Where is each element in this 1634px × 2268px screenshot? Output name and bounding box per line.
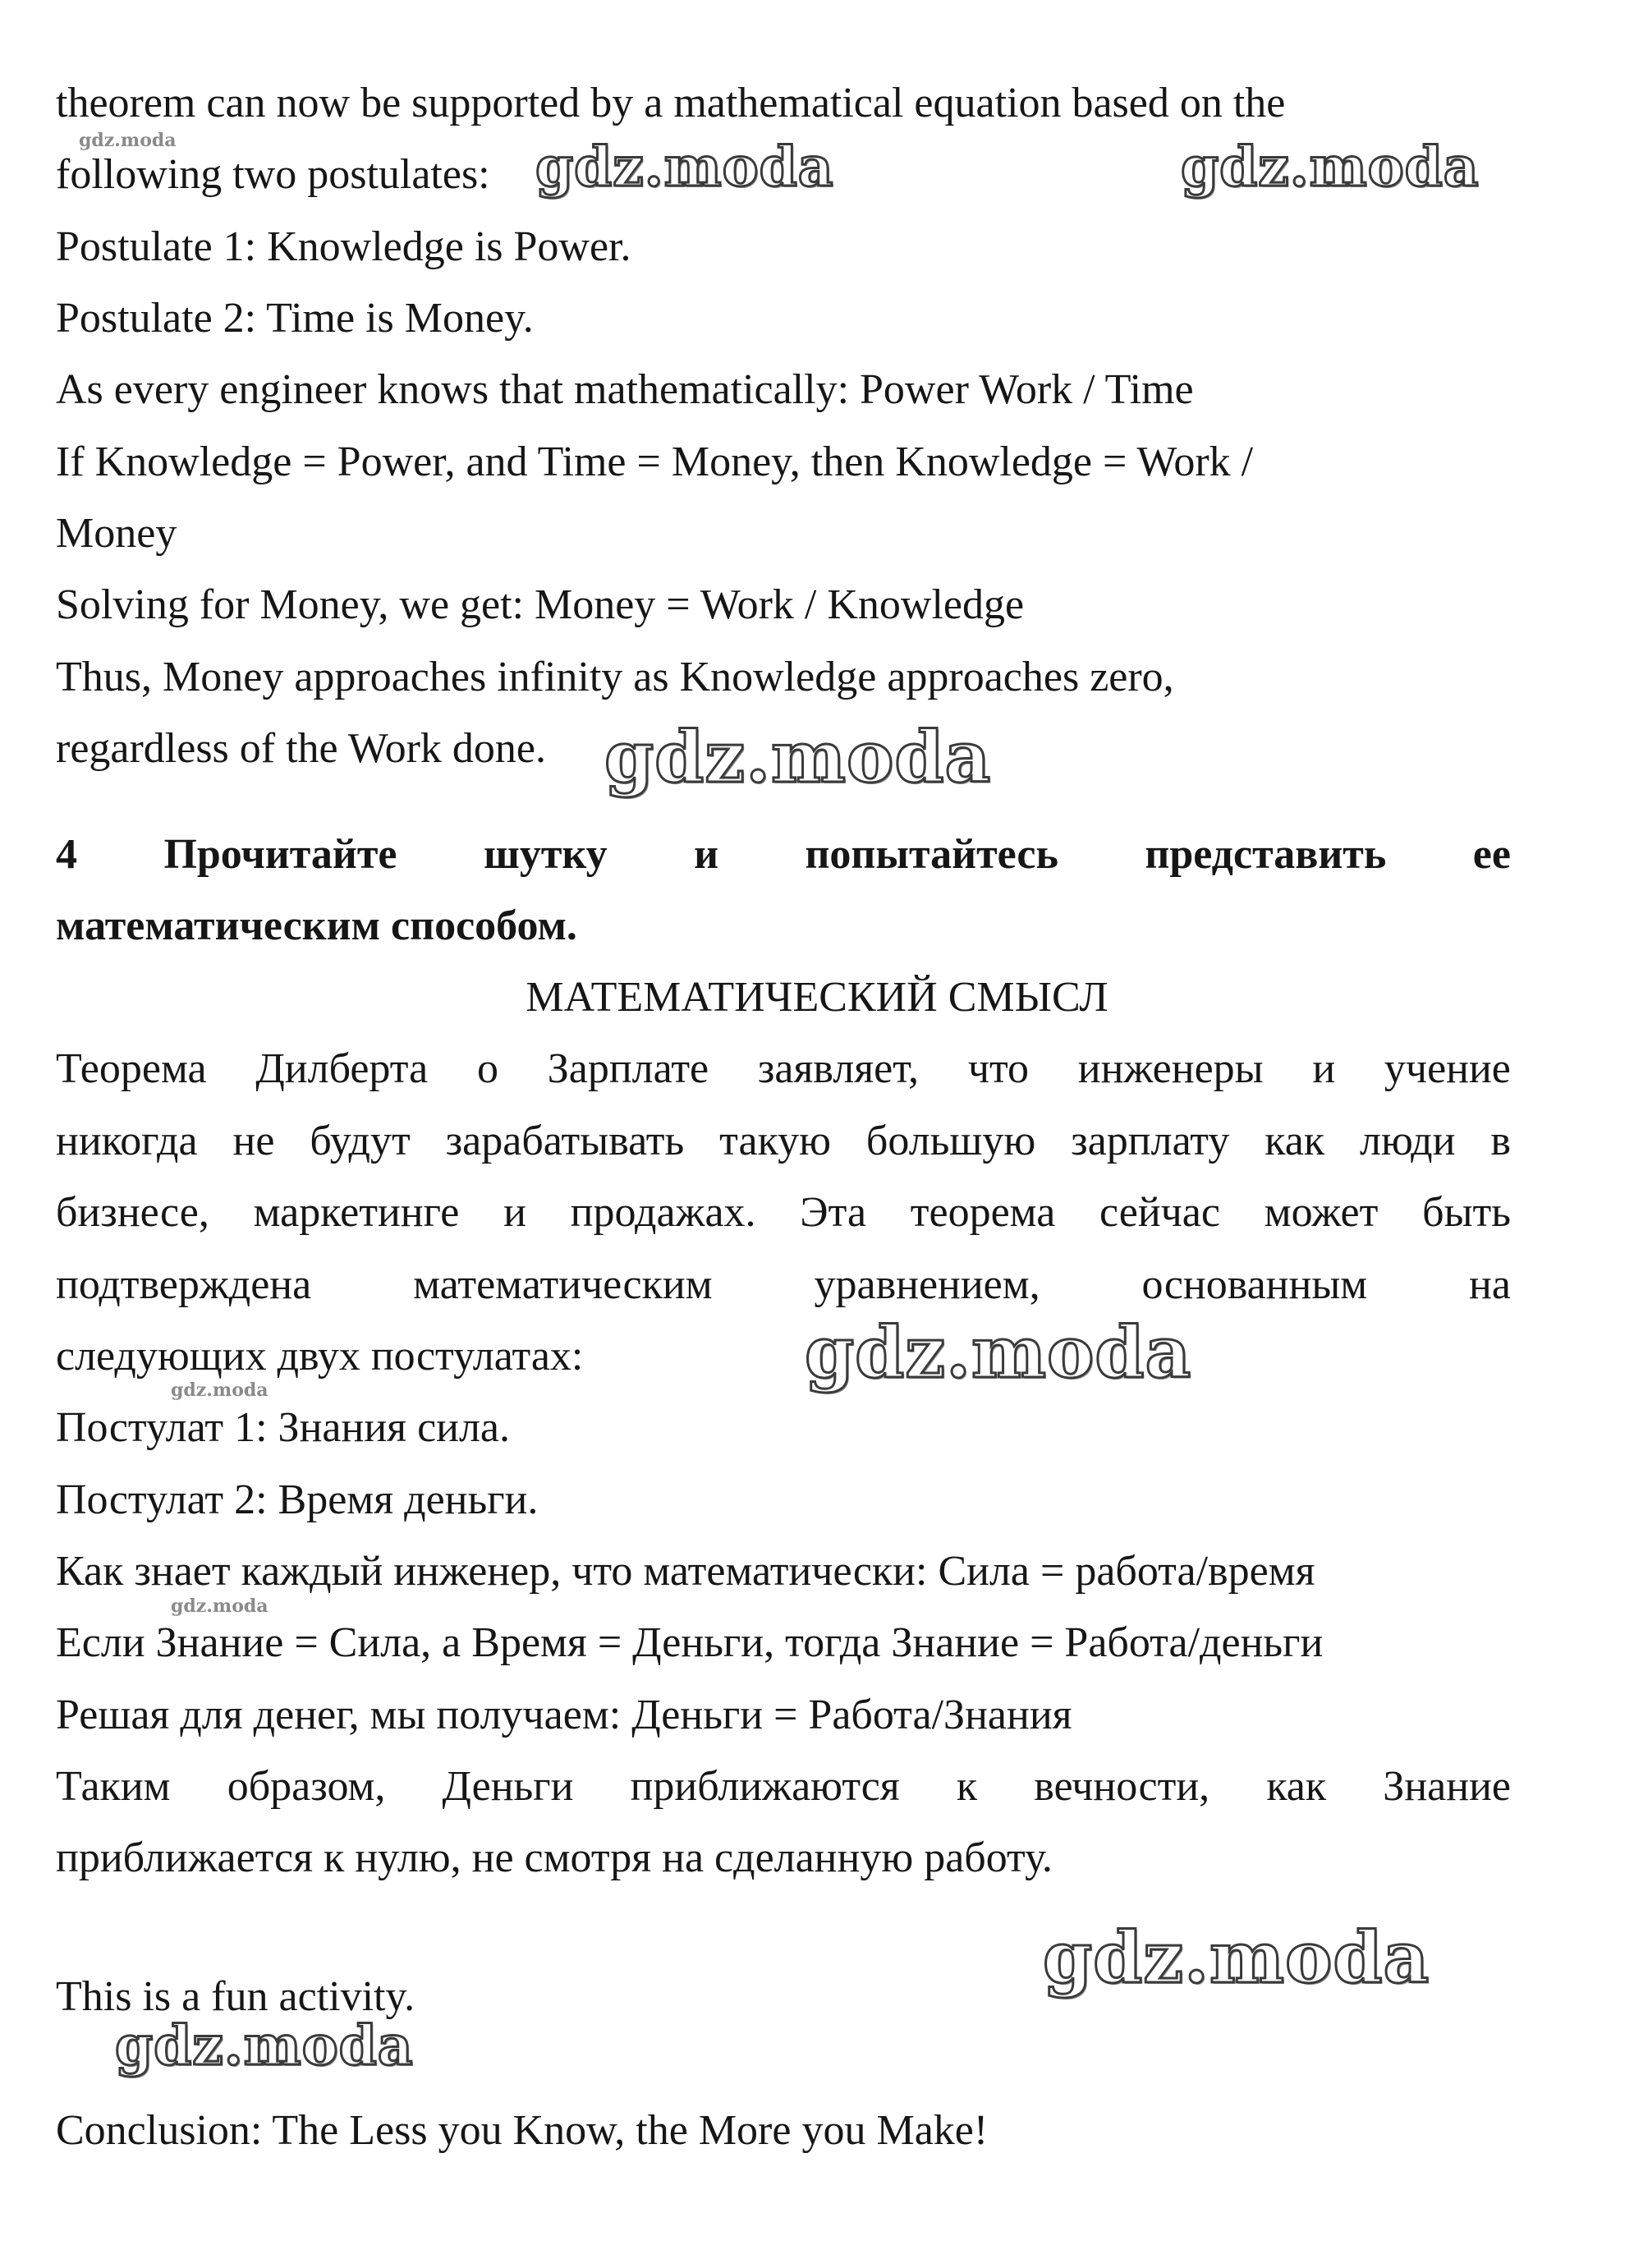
postulate-2-ru: Постулат 2: Время деньги. bbox=[56, 1476, 539, 1523]
watermark-small: gdz.moda bbox=[79, 130, 177, 151]
english-line-6: If Knowledge = Power, and Time = Money, then Knowledge = Work / bbox=[56, 438, 1254, 485]
watermark-logo: gdz.moda bbox=[1181, 135, 1480, 199]
watermark-small: gdz.moda bbox=[171, 1380, 269, 1401]
english-line-7: Money bbox=[56, 510, 177, 557]
postulate-2-en: Postulate 2: Time is Money. bbox=[56, 295, 534, 342]
russian-line-5: следующих двух постулатах: bbox=[56, 1333, 584, 1380]
watermark-logo: gdz.moda bbox=[1043, 1917, 1430, 1999]
task-heading-line-2: математическим способом. bbox=[56, 902, 577, 949]
english-line-10: regardless of the Work done. bbox=[56, 725, 547, 772]
task-heading-line-1: 4 Прочитайте шутку и попытайтесь представить ее bbox=[56, 831, 1511, 878]
postulate-1-ru: Постулат 1: Знания сила. bbox=[56, 1404, 511, 1451]
english-line-2: following two postulates: bbox=[56, 151, 490, 198]
postulate-1-en: Postulate 1: Knowledge is Power. bbox=[56, 223, 631, 270]
fun-activity-text: This is a fun activity. bbox=[56, 1973, 415, 2020]
english-line-9: Thus, Money approaches infinity as Knowledge approaches zero, bbox=[56, 654, 1174, 700]
watermark-small: gdz.moda bbox=[171, 1595, 269, 1617]
russian-line-8: Как знает каждый инженер, что математически: Сила = работа/время bbox=[56, 1548, 1315, 1595]
watermark-logo: gdz.moda bbox=[604, 716, 992, 799]
english-line-1: theorem can now be supported by a mathematical equation based on the bbox=[56, 80, 1286, 126]
russian-line-3: бизнесе, маркетинге и продажах. Эта теорема сейчас может быть bbox=[56, 1189, 1511, 1236]
russian-line-9: Если Знание = Сила, а Время = Деньги, тогда Знание = Работа/деньги bbox=[56, 1619, 1324, 1666]
russian-line-11: Таким образом, Деньги приближаются к вечности, как Знание bbox=[56, 1763, 1511, 1810]
watermark-logo: gdz.moda bbox=[535, 135, 834, 199]
conclusion-text: Conclusion: The Less you Know, the More you Make! bbox=[56, 2107, 989, 2154]
russian-line-10: Решая для денег, мы получаем: Деньги = Работа/Знания bbox=[56, 1692, 1072, 1738]
watermark-logo: gdz.moda bbox=[805, 1311, 1192, 1394]
russian-line-2: никогда не будут зарабатывать такую большую зарплату как люди в bbox=[56, 1118, 1511, 1164]
russian-line-12: приближается к нулю, не смотря на сделанную работу. bbox=[56, 1834, 1053, 1881]
russian-line-1: Теорема Дилберта о Зарплате заявляет, что инженеры и учение bbox=[56, 1045, 1511, 1092]
watermark-logo: gdz.moda bbox=[115, 2013, 414, 2077]
russian-line-4: подтверждена математическим уравнением, основанным на bbox=[56, 1261, 1511, 1308]
english-line-5: As every engineer knows that mathematically: Power Work / Time bbox=[56, 366, 1194, 413]
english-line-8: Solving for Money, we get: Money = Work / Knowledge bbox=[56, 581, 1025, 628]
russian-title: МАТЕМАТИЧЕСКИЙ СМЫСЛ bbox=[526, 974, 1108, 1021]
task-number: 4 bbox=[56, 831, 77, 878]
